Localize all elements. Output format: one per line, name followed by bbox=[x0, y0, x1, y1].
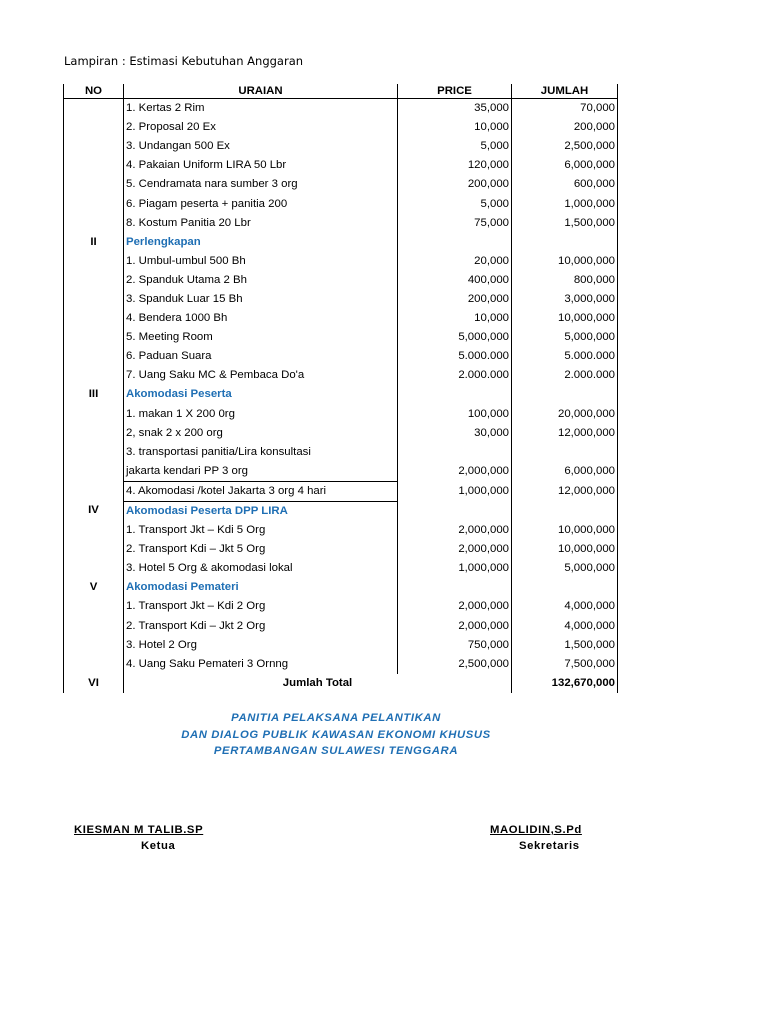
item-description: 1. Transport Jkt – Kdi 2 Org bbox=[124, 597, 398, 616]
item-price: 750,000 bbox=[398, 636, 512, 655]
table-row bbox=[64, 540, 618, 559]
item-price: 2,000,000 bbox=[398, 462, 512, 482]
section-heading: Akomodasi Peserta bbox=[124, 385, 398, 404]
total-no: VI bbox=[64, 674, 124, 693]
table-row bbox=[64, 137, 618, 156]
item-description: 5. Meeting Room bbox=[124, 328, 398, 347]
section-heading: Perlengkapan bbox=[124, 233, 398, 252]
item-jumlah: 3,000,000 bbox=[512, 290, 618, 309]
item-description: 2. Proposal 20 Ex bbox=[124, 118, 398, 137]
item-description: 6. Piagam peserta + panitia 200 bbox=[124, 194, 398, 213]
item-jumlah: 4,000,000 bbox=[512, 617, 618, 636]
item-price: 2.000.000 bbox=[398, 366, 512, 385]
item-description: 3. Spanduk Luar 15 Bh bbox=[124, 290, 398, 309]
item-description: 2. Spanduk Utama 2 Bh bbox=[124, 271, 398, 290]
item-price: 200,000 bbox=[398, 290, 512, 309]
item-price: 2,000,000 bbox=[398, 597, 512, 616]
section-heading-row bbox=[64, 578, 618, 597]
item-jumlah: 200,000 bbox=[512, 118, 618, 137]
table-row bbox=[64, 636, 618, 655]
item-jumlah: 5,000,000 bbox=[512, 328, 618, 347]
table-row bbox=[64, 597, 618, 616]
item-price: 30,000 bbox=[398, 424, 512, 443]
item-jumlah: 7,500,000 bbox=[512, 655, 618, 674]
total-value: 132,670,000 bbox=[512, 674, 618, 693]
item-description: 2. Transport Kdi – Jkt 5 Org bbox=[124, 540, 398, 559]
item-description: 1. Kertas 2 Rim bbox=[124, 99, 398, 119]
table-row bbox=[64, 118, 618, 137]
item-price: 5,000 bbox=[398, 137, 512, 156]
table-header-row bbox=[64, 84, 618, 99]
item-price: 5,000 bbox=[398, 194, 512, 213]
section-number bbox=[64, 99, 124, 233]
item-price: 5,000,000 bbox=[398, 328, 512, 347]
item-jumlah: 1,000,000 bbox=[512, 194, 618, 213]
item-description: 3. Hotel 5 Org & akomodasi lokal bbox=[124, 559, 398, 578]
section-heading: Akomodasi Peserta DPP LIRA bbox=[124, 501, 398, 521]
empty-cell bbox=[398, 385, 512, 404]
item-price: 100,000 bbox=[398, 405, 512, 424]
item-description: 2, snak 2 x 200 org bbox=[124, 424, 398, 443]
item-jumlah: 6,000,000 bbox=[512, 156, 618, 175]
item-description: 4. Bendera 1000 Bh bbox=[124, 309, 398, 328]
page-title: Lampiran : Estimasi Kebutuhan Anggaran bbox=[64, 54, 304, 68]
item-price: 1,000,000 bbox=[398, 559, 512, 578]
item-price: 10,000 bbox=[398, 309, 512, 328]
table-row bbox=[64, 175, 618, 194]
item-jumlah: 10,000,000 bbox=[512, 309, 618, 328]
item-jumlah: 4,000,000 bbox=[512, 597, 618, 616]
item-price: 120,000 bbox=[398, 156, 512, 175]
section-heading-row bbox=[64, 233, 618, 252]
empty-cell bbox=[398, 578, 512, 597]
item-price: 75,000 bbox=[398, 214, 512, 233]
item-description: 1. makan 1 X 200 0rg bbox=[124, 405, 398, 424]
item-price: 20,000 bbox=[398, 252, 512, 271]
header-price: PRICE bbox=[398, 84, 512, 99]
item-description: jakarta kendari PP 3 org bbox=[124, 462, 398, 482]
item-description: 4. Uang Saku Pemateri 3 Ornng bbox=[124, 655, 398, 674]
table-row bbox=[64, 481, 618, 501]
item-price: 200,000 bbox=[398, 175, 512, 194]
section-number: V bbox=[64, 578, 124, 673]
table-row bbox=[64, 328, 618, 347]
item-jumlah: 1,500,000 bbox=[512, 636, 618, 655]
total-row bbox=[64, 674, 618, 693]
table-row bbox=[64, 559, 618, 578]
empty-cell bbox=[512, 501, 618, 521]
empty-cell bbox=[512, 233, 618, 252]
item-description: 2. Transport Kdi – Jkt 2 Org bbox=[124, 617, 398, 636]
item-description: 8. Kostum Panitia 20 Lbr bbox=[124, 214, 398, 233]
table-row bbox=[64, 290, 618, 309]
item-jumlah: 600,000 bbox=[512, 175, 618, 194]
empty-cell bbox=[398, 233, 512, 252]
committee-line-2: DAN DIALOG PUBLIK KAWASAN EKONOMI KHUSUS bbox=[181, 729, 491, 741]
empty-cell bbox=[398, 501, 512, 521]
item-jumlah: 800,000 bbox=[512, 271, 618, 290]
table-row bbox=[64, 424, 618, 443]
item-jumlah bbox=[512, 443, 618, 462]
item-description: 4. Pakaian Uniform LIRA 50 Lbr bbox=[124, 156, 398, 175]
table-row bbox=[64, 462, 618, 482]
item-price: 35,000 bbox=[398, 99, 512, 119]
item-jumlah: 20,000,000 bbox=[512, 405, 618, 424]
section-number: III bbox=[64, 385, 124, 501]
table-row bbox=[64, 156, 618, 175]
item-jumlah: 12,000,000 bbox=[512, 481, 618, 501]
item-jumlah: 10,000,000 bbox=[512, 521, 618, 540]
header-no: NO bbox=[64, 84, 124, 99]
section-heading: Akomodasi Pemateri bbox=[124, 578, 398, 597]
table-row bbox=[64, 405, 618, 424]
item-description: 3. transportasi panitia/Lira konsultasi bbox=[124, 443, 398, 462]
item-price: 2,000,000 bbox=[398, 540, 512, 559]
table-row bbox=[64, 194, 618, 213]
table-row bbox=[64, 214, 618, 233]
table-row bbox=[64, 347, 618, 366]
table-row bbox=[64, 617, 618, 636]
item-jumlah: 6,000,000 bbox=[512, 462, 618, 482]
table-row bbox=[64, 443, 618, 462]
item-price: 2,000,000 bbox=[398, 521, 512, 540]
table-row bbox=[64, 655, 618, 674]
committee-line-1: PANITIA PELAKSANA PELANTIKAN bbox=[231, 712, 441, 724]
item-jumlah: 70,000 bbox=[512, 99, 618, 119]
budget-body bbox=[64, 99, 618, 674]
item-price: 2,000,000 bbox=[398, 617, 512, 636]
item-description: 1. Transport Jkt – Kdi 5 Org bbox=[124, 521, 398, 540]
total-label: Jumlah Total bbox=[124, 674, 512, 693]
section-heading-row bbox=[64, 385, 618, 404]
table-row bbox=[64, 252, 618, 271]
chairman-name: KIESMAN M TALIB.SP bbox=[74, 824, 204, 836]
item-description: 1. Umbul-umbul 500 Bh bbox=[124, 252, 398, 271]
item-jumlah: 12,000,000 bbox=[512, 424, 618, 443]
section-heading-row bbox=[64, 501, 618, 521]
committee-line-3: PERTAMBANGAN SULAWESI TENGGARA bbox=[213, 745, 459, 757]
item-price: 400,000 bbox=[398, 271, 512, 290]
item-jumlah: 5.000.000 bbox=[512, 347, 618, 366]
item-description: 7. Uang Saku MC & Pembaca Do'a bbox=[124, 366, 398, 385]
section-number: II bbox=[64, 233, 124, 386]
secretary-name: MAOLIDIN,S.Pd bbox=[490, 824, 582, 836]
empty-cell bbox=[512, 385, 618, 404]
item-price: 2,500,000 bbox=[398, 655, 512, 674]
item-description: 3. Hotel 2 Org bbox=[124, 636, 398, 655]
table-row bbox=[64, 99, 618, 119]
budget-table bbox=[63, 84, 618, 693]
item-jumlah: 10,000,000 bbox=[512, 252, 618, 271]
table-row bbox=[64, 366, 618, 385]
chairman-role: Ketua bbox=[141, 840, 176, 852]
section-number: IV bbox=[64, 501, 124, 578]
item-jumlah: 2.000.000 bbox=[512, 366, 618, 385]
table-row bbox=[64, 521, 618, 540]
table-row bbox=[64, 271, 618, 290]
item-price: 10,000 bbox=[398, 118, 512, 137]
header-uraian: URAIAN bbox=[124, 84, 398, 99]
item-jumlah: 1,500,000 bbox=[512, 214, 618, 233]
item-jumlah: 5,000,000 bbox=[512, 559, 618, 578]
item-price bbox=[398, 443, 512, 462]
item-jumlah: 2,500,000 bbox=[512, 137, 618, 156]
item-jumlah: 10,000,000 bbox=[512, 540, 618, 559]
item-description: 5. Cendramata nara sumber 3 org bbox=[124, 175, 398, 194]
secretary-role: Sekretaris bbox=[519, 840, 580, 852]
item-description: 3. Undangan 500 Ex bbox=[124, 137, 398, 156]
table-row bbox=[64, 309, 618, 328]
header-jumlah: JUMLAH bbox=[512, 84, 618, 99]
item-description: 6. Paduan Suara bbox=[124, 347, 398, 366]
item-price: 1,000,000 bbox=[398, 481, 512, 501]
item-price: 5.000.000 bbox=[398, 347, 512, 366]
empty-cell bbox=[512, 578, 618, 597]
item-description: 4. Akomodasi /kotel Jakarta 3 org 4 hari bbox=[124, 481, 398, 501]
